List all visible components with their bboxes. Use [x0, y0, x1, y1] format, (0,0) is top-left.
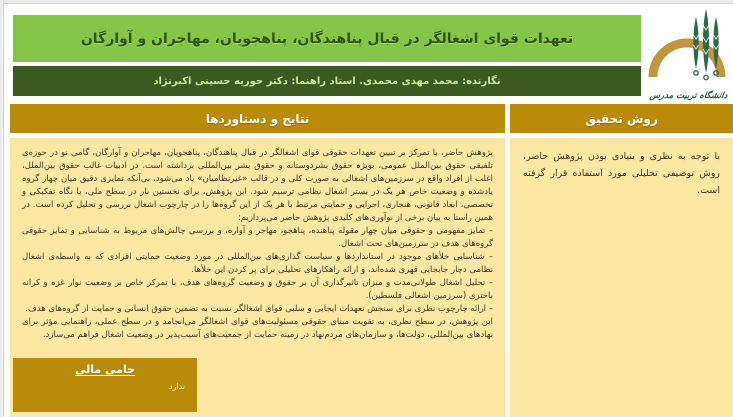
poster-title: تعهدات قوای اشغالگر در قبال پناهندگان، پناهجویان، مهاجران و آوارگان: [80, 30, 574, 47]
results-bullet-1: – تمایز مفهومی و حقوقی میان چهار مقوله پناهنده، پناهجو، مهاجر و آواره، و بررسی چالش‌های مربوط به شناسایی و تمایز حقوقی گروه‌های هدف در سرزمین‌های تحت اشغال.: [22, 226, 493, 249]
results-intro-paragraph: پژوهش حاضر، با تمرکز بر تبیین تعهدات حقوقی قوای اشغالگر در قبال پناهندگان، پناهجویان، مهاجران و آوارگان، گامی نو در حوزه‌ی تلفیقی حقوق بین‌الملل عمومی، بویژه حقوق بشردوستانه و حقوق بشر بین‌المللی برداشته است. در ادبیات غالب حقوق بین‌الملل، اغلب از افراد واقع در سرزمین‌های اشغالی به صورت کلی و در قالب «غیرنظامیان» یاد می‌شود، بی‌آنکه تمایزی دقیق میان چهار گروه یادشده و وضعیت خاص هر یک در بستر اشغال نظامی ترسیم شود. این پژوهش، برای نخستین بار در سطح ملی، با نگاه تفکیکی و تخصصی، ابعاد قانونی، هنجاری، اجرایی و حمایتی مرتبط با هر یک از این گروه‌ها را در چارچوب اشغال بررسی و تحلیل کرده است. در همین راستا به بیان برخی از نوآوری‌های کلیدی پژوهش حاضر می‌پردازیم:: [22, 148, 493, 223]
logo-trees-icon: [693, 9, 718, 80]
university-logo-caption: دانشگاه تربیت مدرس: [649, 91, 728, 101]
method-header-label: روش تحقیق: [585, 111, 658, 126]
sponsor-header-label: حامی مالی: [74, 363, 136, 376]
poster-title-band: [13, 15, 641, 62]
results-bullet-3: – تحلیل اشغال طولانی‌مدت و میزان تاثیرگذاری آن بر حقوق و وضعیت گروه‌های هدف، با تمرکز خاص بر وضعیت نوار غزه و کرانه باختری (سرزمین اشغالی فلسطین).: [22, 278, 493, 301]
poster-byline: نگارنده: محمد مهدی محمدی. استاد راهنما: دکتر حوریه حسینی اکبرنژاد: [153, 75, 501, 87]
results-bullet-4: – ارائه چارچوب نظری برای سنجش تعهدات ایجابی و سلبی قوای اشغالگر نسبت به تضمین حقوق انسانی و حمایت از گروه‌های هدف.: [25, 304, 493, 314]
university-logo-icon: [644, 5, 733, 83]
results-outro-paragraph: این پژوهش، در سطح نظری، به تقویت مبنای حقوقی مسئولیت‌های قوای اشغالگر می‌انجامد و در سطح عملی، راهنمایی مؤثر برای نهادهای بین‌المللی، دولت‌ها، و سازمان‌های مردم‌نهاد در زمینه حمایت از جمعیت‌های آسیب‌پذیر در وضعیت اشغال فراهم می‌سازد.: [22, 317, 493, 340]
method-section-body: [510, 138, 733, 417]
window-left-edge: [0, 0, 4, 417]
poster-byline-band: [13, 66, 641, 96]
results-header-label: نتایج و دستاوردها: [205, 111, 310, 126]
method-paragraph: با توجه به نظری و بنیادی بودن پژوهش حاضر، روش توصیفی تحلیلی مورد استفاده قرار گرفته است.: [523, 151, 720, 196]
window-top-edge: [0, 0, 733, 4]
method-section-header: [510, 104, 733, 133]
university-logo: [644, 5, 733, 102]
results-section-header: [10, 104, 505, 133]
sponsor-box: [13, 358, 197, 412]
logo-arch-icon: [653, 43, 721, 77]
sponsor-value: ندارد: [168, 382, 185, 391]
results-bullet-2: – شناسایی خلأهای موجود در استانداردها و سیاست گذاری‌های بین‌المللی در مورد وضعیت حمایتی افرادی که به واسطه‌ی اشغال نظامی دچار جابجایی قهری شده‌اند، و ارائه راهکارهای تحلیلی برای پر کردن این خلأها.: [22, 252, 493, 275]
